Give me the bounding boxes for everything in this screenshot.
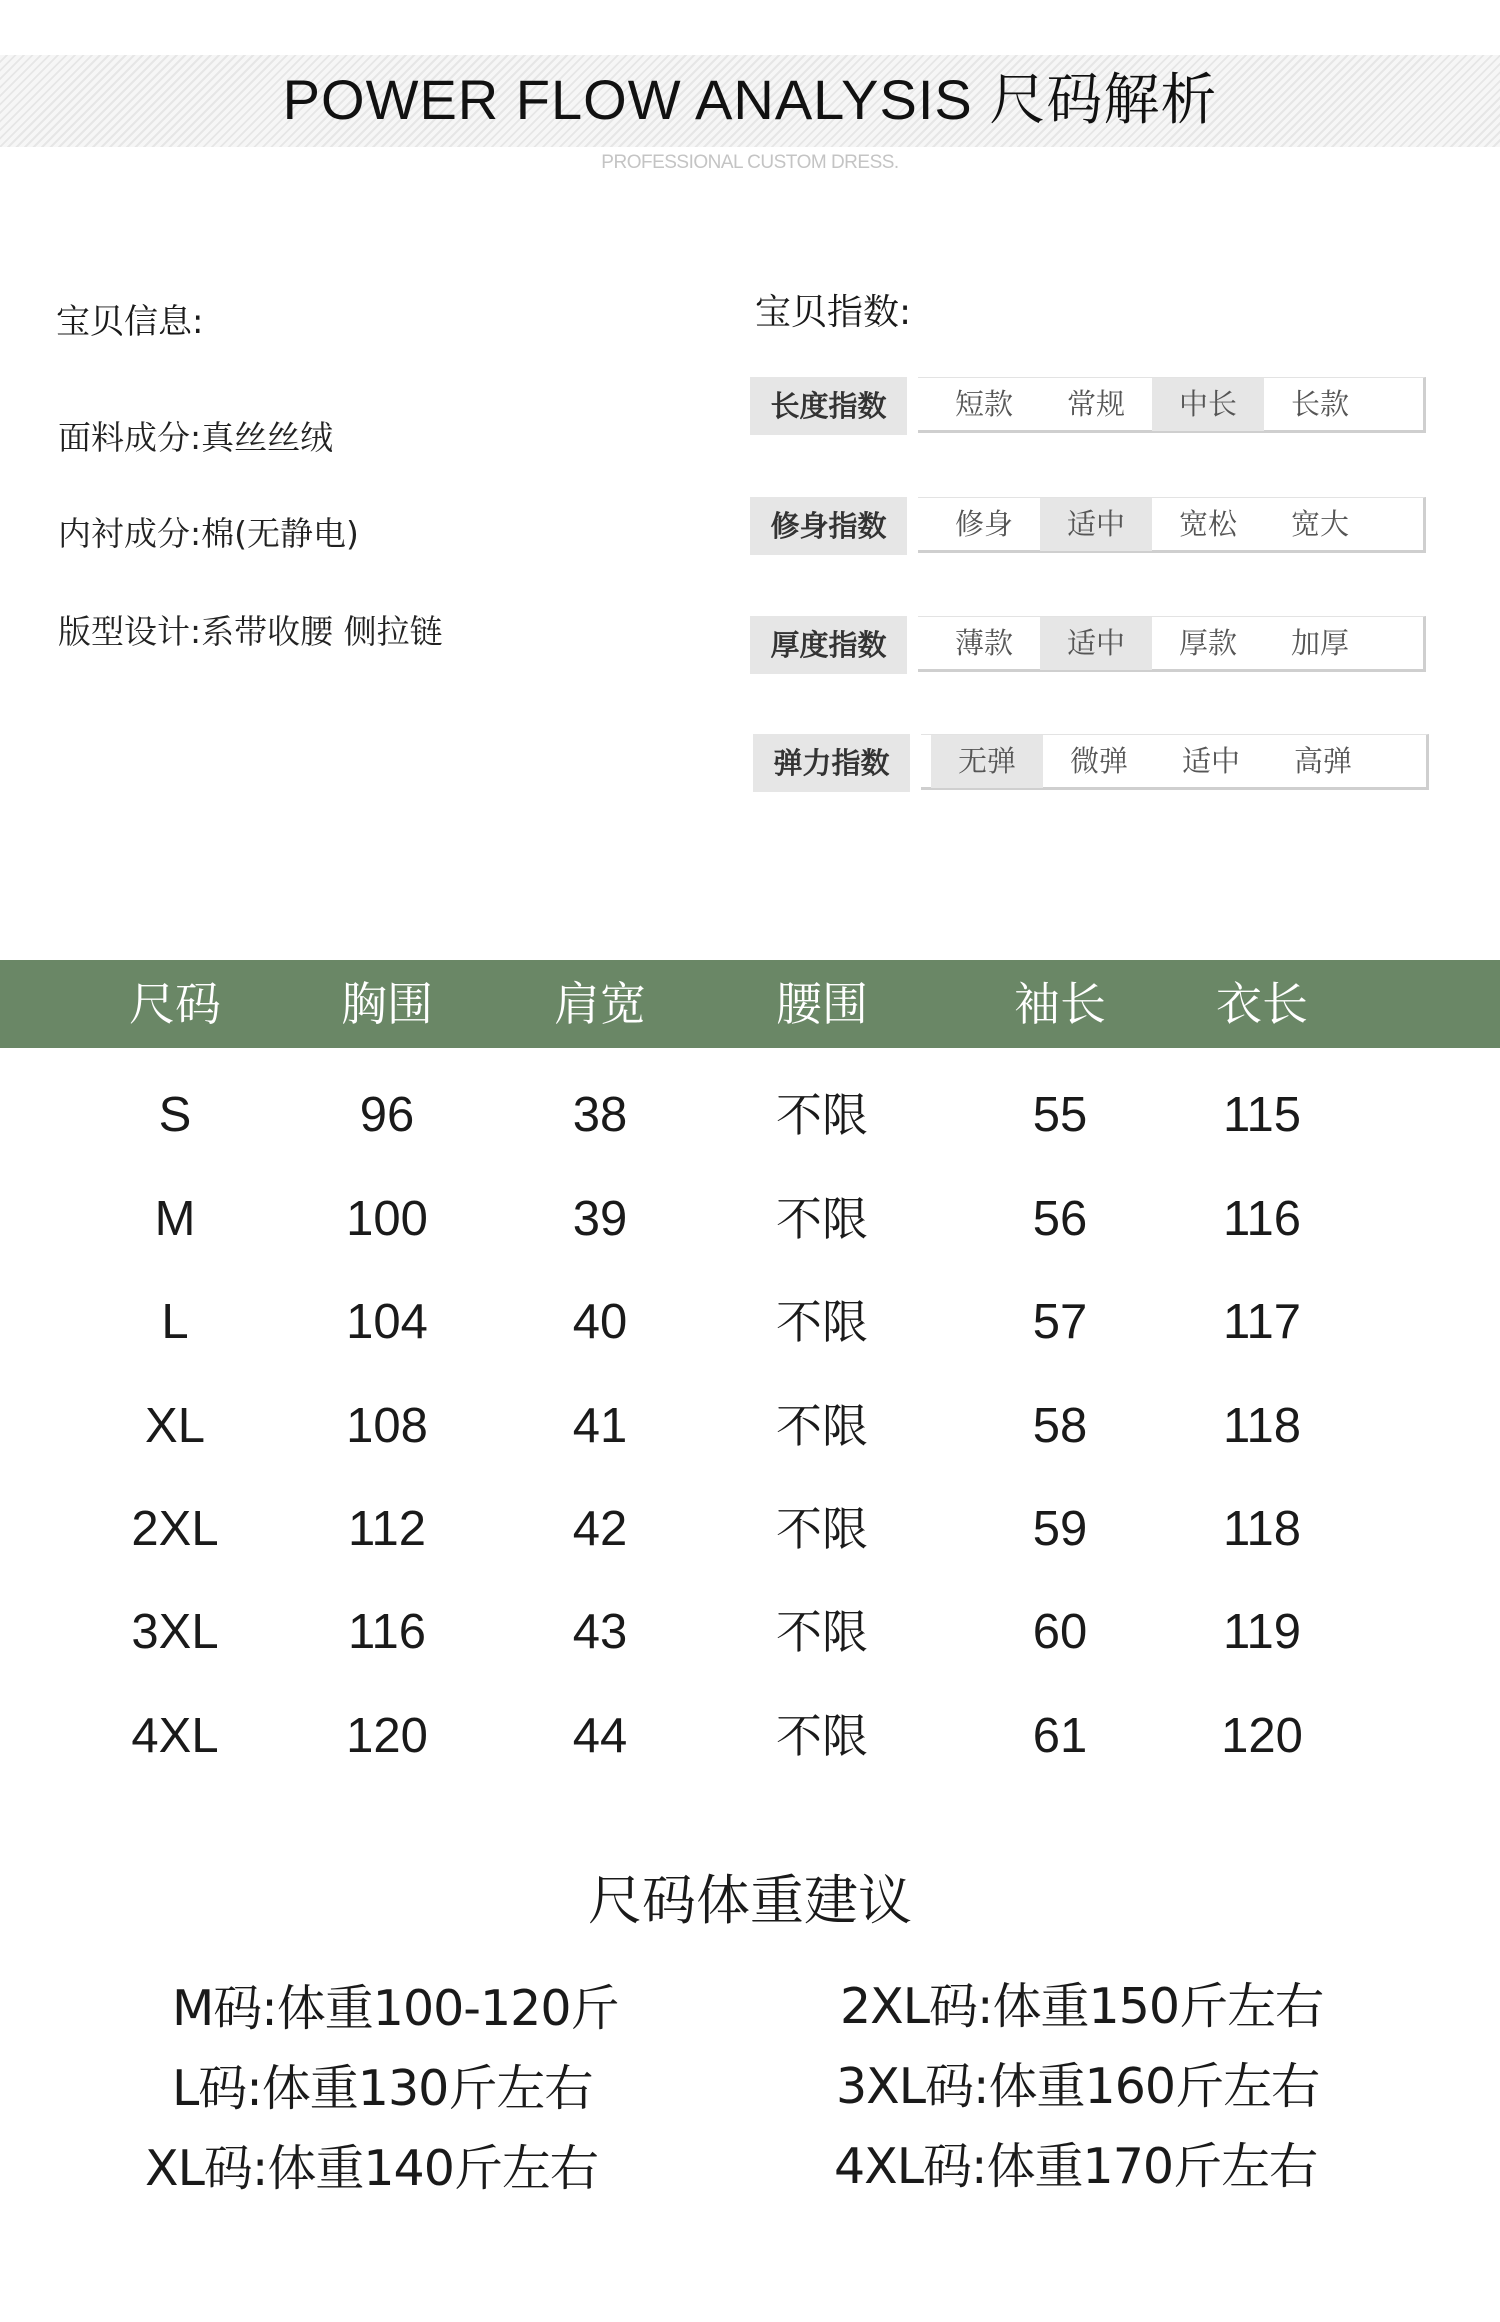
cell-sleeve: 57	[1032, 1295, 1088, 1349]
table-row	[0, 1477, 1500, 1581]
index-option: 长款	[1290, 387, 1349, 421]
size-table-header	[0, 960, 1500, 1048]
weight-advice-item: XL码:体重140斤左右	[145, 2140, 598, 2197]
cell-length: 120	[1221, 1709, 1303, 1763]
index-option-selected: 无弹	[931, 735, 1043, 788]
index-options	[918, 377, 1426, 433]
cell-length: 115	[1222, 1088, 1302, 1142]
info-design: 版型设计:系带收腰 侧拉链	[58, 612, 443, 651]
cell-size: XL	[145, 1399, 205, 1453]
index-option: 厚款	[1178, 626, 1237, 660]
index-option: 微弹	[1069, 744, 1128, 778]
index-row-stretch	[753, 734, 1429, 792]
cell-shoulder: 39	[572, 1192, 628, 1246]
weight-advice-title: 尺码体重建议	[588, 1869, 912, 1932]
info-fabric: 面料成分:真丝丝绒	[58, 418, 334, 457]
cell-chest: 100	[346, 1192, 428, 1246]
cell-size: L	[161, 1295, 189, 1349]
index-options	[918, 616, 1426, 672]
cell-shoulder: 40	[572, 1295, 628, 1349]
cell-waist: 不限	[776, 1709, 868, 1763]
cell-waist: 不限	[776, 1502, 868, 1556]
cell-sleeve: 59	[1032, 1502, 1088, 1556]
weight-advice-item: 2XL码:体重150斤左右	[840, 1978, 1324, 2035]
col-header-chest: 胸围	[341, 977, 433, 1031]
col-header-waist: 腰围	[776, 977, 868, 1031]
cell-length: 116	[1222, 1192, 1302, 1246]
col-header-shoulder: 肩宽	[554, 977, 646, 1031]
index-option: 薄款	[954, 626, 1013, 660]
index-option: 加厚	[1290, 626, 1349, 660]
weight-advice-item: L码:体重130斤左右	[172, 2060, 593, 2117]
weight-advice-item: 4XL码:体重170斤左右	[834, 2138, 1318, 2195]
index-row-thickness	[750, 616, 1426, 674]
cell-shoulder: 44	[572, 1709, 628, 1763]
cell-shoulder: 42	[572, 1502, 628, 1556]
table-row	[0, 1580, 1500, 1684]
cell-chest: 116	[347, 1605, 427, 1659]
page-subtitle: PROFESSIONAL CUSTOM DRESS.	[601, 152, 899, 173]
index-option: 高弹	[1293, 744, 1352, 778]
cell-waist: 不限	[776, 1192, 868, 1246]
cell-size: S	[158, 1088, 192, 1142]
table-row	[0, 1167, 1500, 1271]
index-option-selected: 适中	[1040, 498, 1152, 551]
col-header-sleeve: 袖长	[1014, 977, 1106, 1031]
cell-chest: 104	[346, 1295, 428, 1349]
cell-chest: 112	[347, 1502, 427, 1556]
index-row-length	[750, 377, 1426, 435]
index-option: 修身	[954, 507, 1013, 541]
cell-shoulder: 41	[572, 1399, 628, 1453]
index-option: 宽松	[1178, 507, 1237, 541]
index-option-selected: 适中	[1040, 617, 1152, 670]
index-options	[921, 734, 1429, 790]
cell-sleeve: 61	[1032, 1709, 1088, 1763]
cell-chest: 120	[346, 1709, 428, 1763]
cell-length: 117	[1222, 1295, 1302, 1349]
cell-chest: 108	[346, 1399, 428, 1453]
index-option: 宽大	[1290, 507, 1349, 541]
index-label: 厚度指数	[750, 616, 907, 674]
table-row	[0, 1063, 1500, 1167]
index-option: 常规	[1066, 387, 1125, 421]
cell-size: 4XL	[131, 1709, 219, 1763]
cell-shoulder: 38	[572, 1088, 628, 1142]
cell-length: 118	[1222, 1502, 1302, 1556]
cell-size: M	[154, 1192, 196, 1246]
cell-chest: 96	[359, 1088, 415, 1142]
cell-waist: 不限	[776, 1399, 868, 1453]
product-info-heading: 宝贝信息:	[56, 302, 204, 342]
index-option: 适中	[1181, 744, 1240, 778]
page-title: POWER FLOW ANALYSIS 尺码解析	[282, 68, 1218, 131]
table-row	[0, 1684, 1500, 1788]
index-label: 弹力指数	[753, 734, 910, 792]
product-index-heading: 宝贝指数:	[755, 292, 912, 333]
table-row	[0, 1270, 1500, 1374]
col-header-size: 尺码	[129, 977, 221, 1031]
cell-length: 119	[1222, 1605, 1302, 1659]
cell-sleeve: 60	[1032, 1605, 1088, 1659]
cell-sleeve: 58	[1032, 1399, 1088, 1453]
cell-size: 3XL	[131, 1605, 219, 1659]
weight-advice-item: 3XL码:体重160斤左右	[836, 2058, 1320, 2115]
table-row	[0, 1374, 1500, 1478]
index-row-fit	[750, 497, 1426, 555]
index-label: 修身指数	[750, 497, 907, 555]
cell-sleeve: 56	[1032, 1192, 1088, 1246]
cell-shoulder: 43	[572, 1605, 628, 1659]
cell-waist: 不限	[776, 1295, 868, 1349]
cell-length: 118	[1222, 1399, 1302, 1453]
cell-waist: 不限	[776, 1605, 868, 1659]
index-options	[918, 497, 1426, 553]
index-option: 短款	[954, 387, 1013, 421]
weight-advice-item: M码:体重100-120斤	[172, 1980, 619, 2037]
cell-size: 2XL	[131, 1502, 219, 1556]
index-option-selected: 中长	[1152, 378, 1264, 431]
info-lining: 内衬成分:棉(无静电)	[58, 514, 359, 553]
cell-sleeve: 55	[1032, 1088, 1088, 1142]
index-label: 长度指数	[750, 377, 907, 435]
cell-waist: 不限	[776, 1088, 868, 1142]
col-header-length: 衣长	[1216, 977, 1308, 1031]
